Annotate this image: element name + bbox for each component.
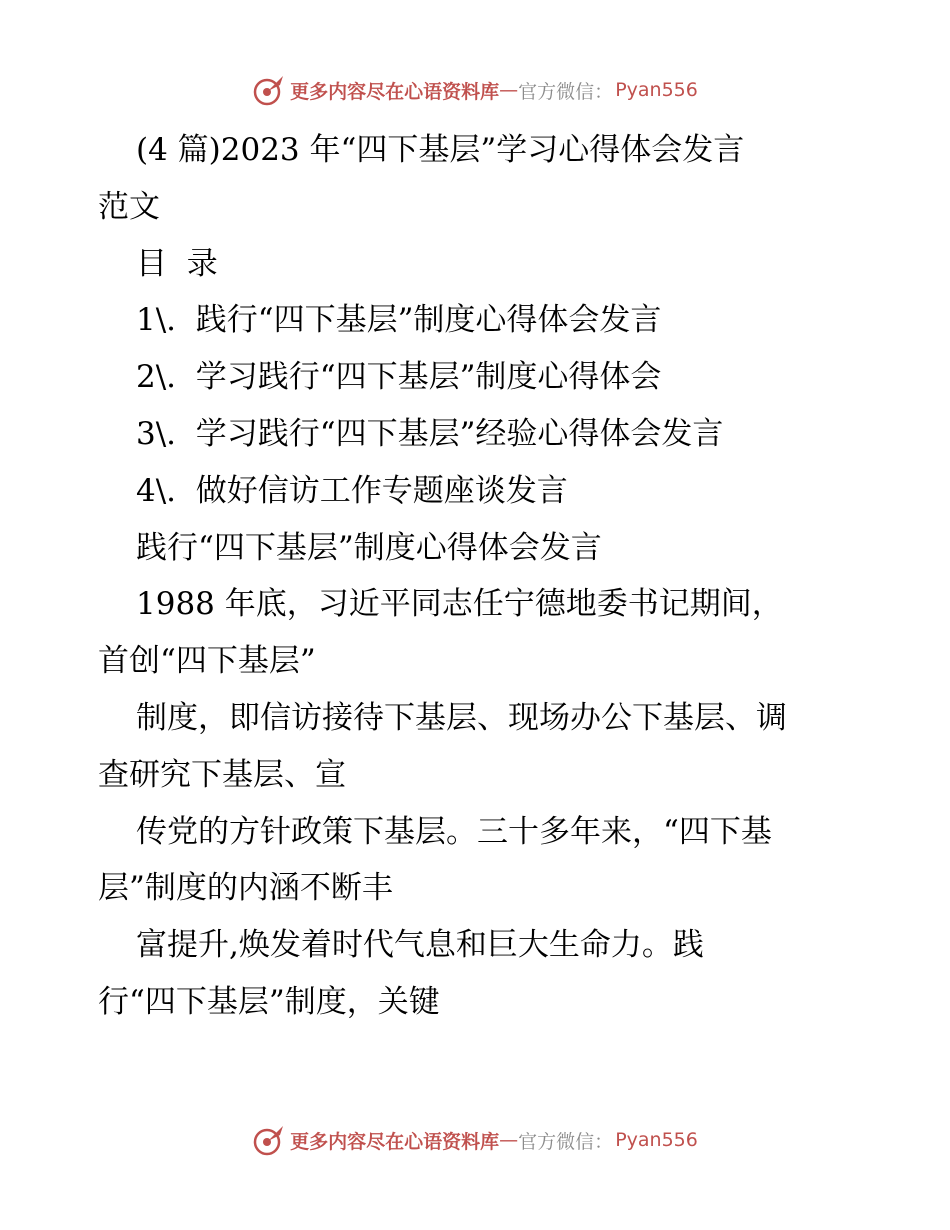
- footer-watermark: [0, 1120, 950, 1160]
- watermark-prefix: 更多内容尽在心语资料库: [290, 80, 500, 103]
- toc-item: 1\. 践行“四下基层”制度心得体会发言: [136, 302, 662, 339]
- document-title-line-1: (4 篇)2023 年“四下基层”学习心得体会发言: [136, 132, 745, 168]
- paragraph-line: 层”制度的内涵不断丰: [98, 870, 393, 907]
- watermark-prefix: 更多内容尽在心语资料库: [290, 1130, 500, 1153]
- paragraph-line: 1988 年底，习近平同志任宁德地委书记期间，: [136, 586, 783, 623]
- header-watermark: [0, 70, 950, 110]
- watermark-id: Pyan556: [615, 1129, 698, 1151]
- paragraph-line: 查研究下基层、宣: [98, 756, 346, 793]
- watermark-suffix: 官方微信：: [518, 1130, 614, 1153]
- paragraph-line: 行“四下基层”制度，关键: [98, 983, 440, 1020]
- quill-logo-icon: [252, 1123, 286, 1157]
- paragraph-line: 富提升,焕发着时代气息和巨大生命力。践: [136, 927, 704, 964]
- watermark-id: Pyan556: [615, 79, 698, 101]
- paragraph-line: 首创“四下基层”: [98, 643, 316, 680]
- document-body: [98, 122, 858, 1031]
- document-title-line-2: 范文: [98, 188, 160, 225]
- toc-item: 2\. 学习践行“四下基层”制度心得体会: [136, 359, 662, 396]
- watermark-separator: —: [499, 1129, 519, 1151]
- watermark-suffix: 官方微信：: [518, 80, 614, 103]
- paragraph-line: 传党的方针政策下基层。三十多年来，“四下基: [136, 813, 772, 850]
- toc-item: 3\. 学习践行“四下基层”经验心得体会发言: [136, 415, 724, 452]
- quill-logo-icon: [252, 73, 286, 107]
- toc-item: 4\. 做好信访工作专题座谈发言: [136, 472, 568, 509]
- toc-heading: 目 录: [136, 245, 218, 282]
- section-title: 践行“四下基层”制度心得体会发言: [136, 529, 602, 566]
- watermark-separator: —: [499, 79, 519, 101]
- paragraph-line: 制度，即信访接待下基层、现场办公下基层、调: [136, 699, 787, 736]
